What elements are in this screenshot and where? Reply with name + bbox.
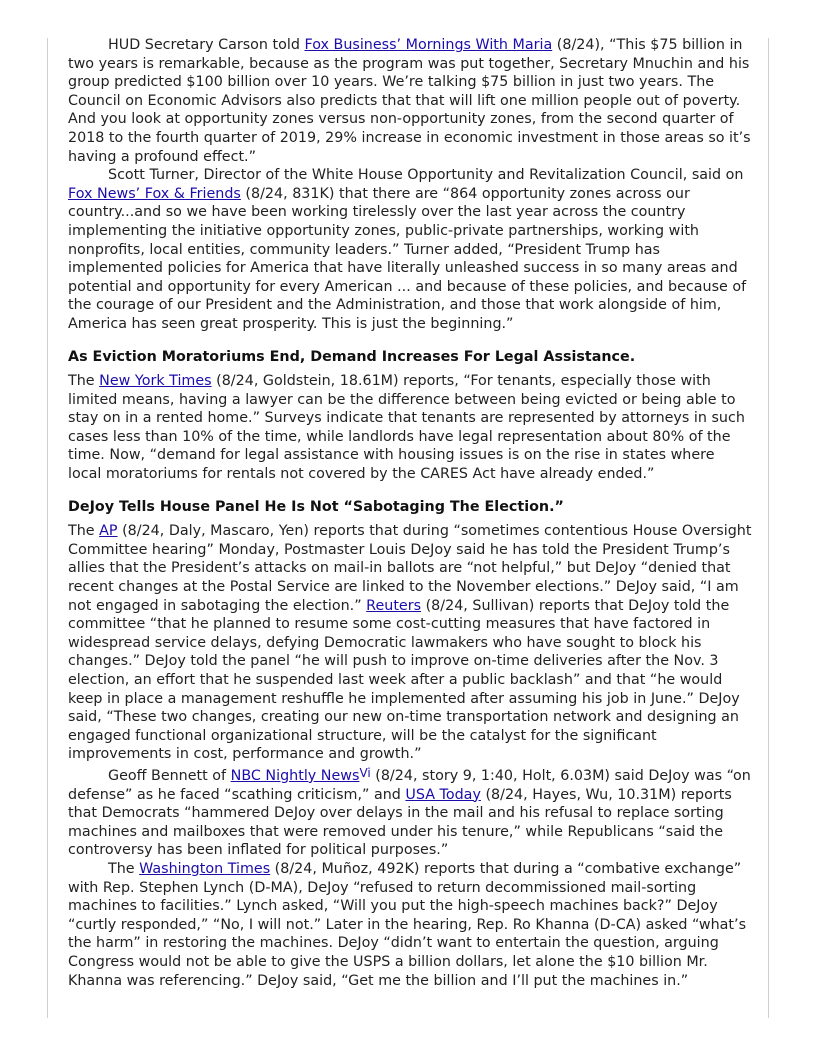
paragraph-dejoy-ap-reuters: The AP (8/24, Daly, Mascaro, Yen) reports that during “sometimes contentious House Oversight Committee hearing” Monday, Postmaster Louis DeJoy said he has told the President Trump’s allies that the President’s attacks on mail-in ballots are “not helpful,” but DeJoy “denied that recent changes at the Postal Service are linked to the November elections.” DeJoy said, “I am not engaged in sabotaging the election.” Reuters (8/24, Sullivan) reports that DeJoy told the committee “that he planned to resume some cost-cutting measures that have factored in widespread service delays, defying Democratic lawmakers who have sought to block his changes.” DeJoy told the panel “he will push to improve on-time deliveries after the Nov. 3 election, an effort that he suspended last week after a public backlash” and that “he would keep in place a management reshuffle he implemented after assuming his job in June.” DeJoy said, “These two changes, creating our new on-time transportation network and designing an engaged functional organizational structure, will be the catalyst for the significant improvements in cost, performance and growth.”: [68, 523, 752, 763]
link-usa-today[interactable]: USA Today: [405, 786, 481, 803]
link-fox-business-mornings-with-maria[interactable]: Fox Business’ Mornings With Maria: [304, 37, 553, 53]
paragraph-carson: HUD Secretary Carson told Fox Business’ Mornings With Maria (8/24), “This $75 billion in two years is remarkable, because as the program was put together, Secretary Mnuchin and his group predicted $100 billion over 10 years. We’re talking $75 billion in just two years. The Council on Economic Advisors also predicts that that will lift one million people out of poverty. And you look at opportunity zones versus non-opportunity zones, from the second quarter of 2018 to the fourth quarter of 2019, 29% increase in economic investment in those areas so it’s having a profound effect.”: [68, 37, 751, 165]
right-page-rule: [768, 38, 769, 1018]
document-body: [68, 36, 752, 990]
headline-eviction-moratoriums: As Eviction Moratoriums End, Demand Increases For Legal Assistance.: [68, 348, 636, 365]
paragraph-turner: Scott Turner, Director of the White House Opportunity and Revitalization Council, said on Fox News’ Fox & Friends (8/24, 831K) that there are “864 opportunity zones across our country...and so we have been working tirelessly over the last year across the country implementing the initiative opportunity zones, public-private partnerships, working with nonprofits, local entities, community leaders.” Turner added, “President Trump has implemented policies for America that have literally unleashed success in so many areas and potential and opportunity for every American ... and because of these policies, and because of the courage of our President and the Administration, and those that work alongside of him, America has seen great prosperity. This is just the beginning.”: [68, 167, 747, 332]
link-new-york-times[interactable]: New York Times: [99, 373, 212, 390]
link-ap[interactable]: AP: [99, 523, 118, 540]
headline-dejoy-house-panel: DeJoy Tells House Panel He Is Not “Sabotaging The Election.”: [68, 498, 564, 515]
video-indicator[interactable]: Vi: [359, 765, 371, 780]
left-page-rule: [47, 38, 48, 1018]
link-reuters[interactable]: Reuters: [366, 597, 422, 614]
paragraph-washington-times: The Washington Times (8/24, Muñoz, 492K) reports that during a “combative exchange” with Rep. Stephen Lynch (D-MA), DeJoy “refused to return decommissioned mail-sorting machines to facilities.” Lynch asked, “Will you put the high-speech machines back?” DeJoy “curtly responded,” “No, I will not.” Later in the hearing, Rep. Ro Khanna (D-CA) asked “what’s the harm” in restoring the machines. DeJoy “didn’t want to entertain the question, arguing Congress would not be able to give the USPS a billion dollars, let alone the $10 billion Mr. Khanna was referencing.” DeJoy said, “Get me the billion and I’ll put the machines in.”: [68, 860, 747, 989]
paragraph-nyt-eviction: The New York Times (8/24, Goldstein, 18.61M) reports, “For tenants, especially those with limited means, having a lawyer can be the difference between being evicted or being able to stay on in a rented home.” Surveys indicate that tenants are represented by attorneys in such cases less than 10% of the time, while landlords have legal representation about 80% of the time. Now, “demand for legal assistance with housing issues is on the rise in states where local moratoriums for rentals not covered by the CARES Act have already ended.”: [68, 373, 745, 483]
link-washington-times[interactable]: Washington Times: [139, 860, 271, 877]
paragraph-nbc-usa-today: Geoff Bennett of NBC Nightly News$^{Vi}$ (8/24, story 9, 1:40, Holt, 6.03M) said DeJoy was “on defense” as he faced “scathing criticism,” and USA Today (8/24, Hayes, Wu, 10.31M) reports that Democrats “hammered DeJoy over delays in the mail and his refusal to replace sorting machines and mailboxes that were removed under his tenure,” while Republicans “said the controversy has been inflated for political purposes.”: [68, 765, 751, 859]
link-nbc-nightly-news[interactable]: NBC Nightly News: [230, 767, 360, 784]
link-fox-and-friends[interactable]: Fox News’ Fox & Friends: [68, 185, 241, 202]
